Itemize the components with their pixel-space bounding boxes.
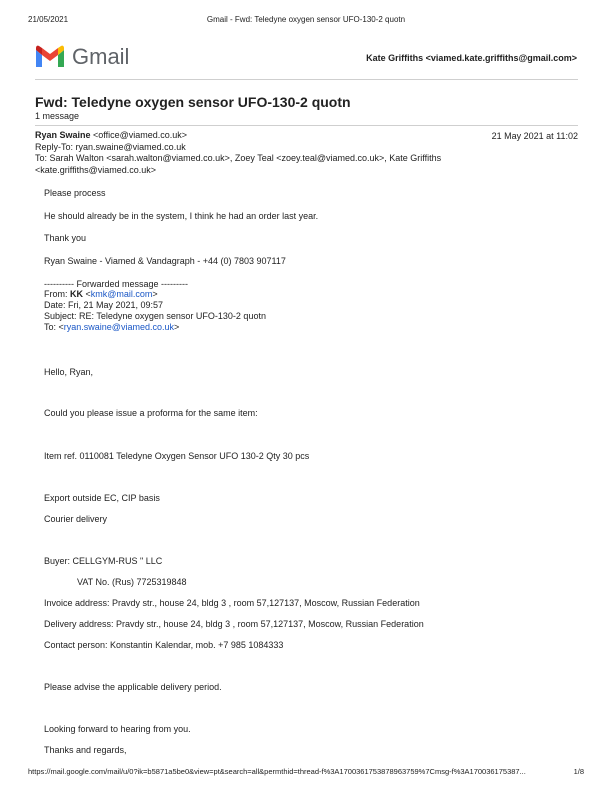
body-line: Please process [44, 188, 106, 198]
print-url: https://mail.google.com/mail/u/0?ik=b5871a5be0&view=pt&search=all&permthid=thread-f%3A1700361753878963759%7Cmsg-f%3A170036175387... [28, 767, 526, 776]
forwarded-from: From: KK <kmk@mail.com> [44, 289, 158, 299]
forwarded-marker: ---------- Forwarded message --------- [44, 279, 188, 289]
gmail-m-icon [34, 44, 66, 69]
body-line: VAT No. (Rus) 7725319848 [77, 577, 187, 587]
divider [35, 125, 578, 126]
signature-line: Ryan Swaine - Viamed & Vandagraph - +44 (0) 7803 907117 [44, 256, 286, 266]
sender-email: <office@viamed.co.uk> [93, 130, 188, 140]
body-line: Thank you [44, 233, 87, 243]
forwarded-subject: Subject: RE: Teledyne oxygen sensor UFO-130-2 quotn [44, 311, 266, 321]
forwarded-from-name: KK [70, 289, 83, 299]
sender-name: Ryan Swaine [35, 130, 91, 140]
body-line: Item ref. 0110081 Teledyne Oxygen Sensor UFO 130-2 Qty 30 pcs [44, 451, 310, 461]
body-line: Invoice address: Pravdy str., house 24, bldg 3 , room 57,127137, Moscow, Russian Federation [44, 598, 420, 608]
recipients-line-1: To: Sarah Walton <sarah.walton@viamed.co.uk>, Zoey Teal <zoey.teal@viamed.co.uk>, Kate Griffiths [35, 153, 442, 163]
print-date: 21/05/2021 [28, 15, 69, 24]
account-label: Kate Griffiths <viamed.kate.griffiths@gmail.com> [366, 53, 577, 63]
forwarded-from-email-link[interactable]: kmk@mail.com [90, 289, 153, 299]
forwarded-to-label: To: [44, 322, 59, 332]
gmail-logo-text: Gmail [72, 44, 130, 69]
body-line: Looking forward to hearing from you. [44, 724, 191, 734]
message-count: 1 message [35, 111, 80, 121]
forwarded-date: Date: Fri, 21 May 2021, 09:57 [44, 300, 164, 310]
forwarded-from-label: From: [44, 289, 70, 299]
body-line: Please advise the applicable delivery period. [44, 682, 222, 692]
body-line: Hello, Ryan, [44, 367, 94, 377]
divider [35, 79, 578, 80]
body-line: He should already be in the system, I think he had an order last year. [44, 211, 319, 221]
forwarded-to: To: <ryan.swaine@viamed.co.uk> [44, 322, 180, 332]
body-line: Export outside EC, CIP basis [44, 493, 160, 503]
forwarded-to-email-link[interactable]: ryan.swaine@viamed.co.uk [63, 322, 174, 332]
recipients-line-2: <kate.griffiths@viamed.co.uk> [35, 165, 157, 175]
body-line: Buyer: CELLGYM-RUS " LLC [44, 556, 163, 566]
sent-date: 21 May 2021 at 11:02 [491, 131, 578, 141]
page-number: 1/8 [573, 767, 584, 776]
body-line: Delivery address: Pravdy str., house 24, bldg 3 , room 57,127137, Moscow, Russian Federation [44, 619, 424, 629]
body-line: Contact person: Konstantin Kalendar, mob. +7 985 1084333 [44, 640, 284, 650]
print-title: Gmail - Fwd: Teledyne oxygen sensor UFO-130-2 quotn [206, 15, 406, 24]
reply-to: Reply-To: ryan.swaine@viamed.co.uk [35, 142, 186, 152]
body-line: Could you please issue a proforma for the same item: [44, 408, 258, 418]
thread-subject: Fwd: Teledyne oxygen sensor UFO-130-2 quotn [35, 94, 351, 110]
sender-line [35, 130, 187, 141]
body-line: Courier delivery [44, 514, 108, 524]
body-line: Thanks and regards, [44, 745, 127, 755]
